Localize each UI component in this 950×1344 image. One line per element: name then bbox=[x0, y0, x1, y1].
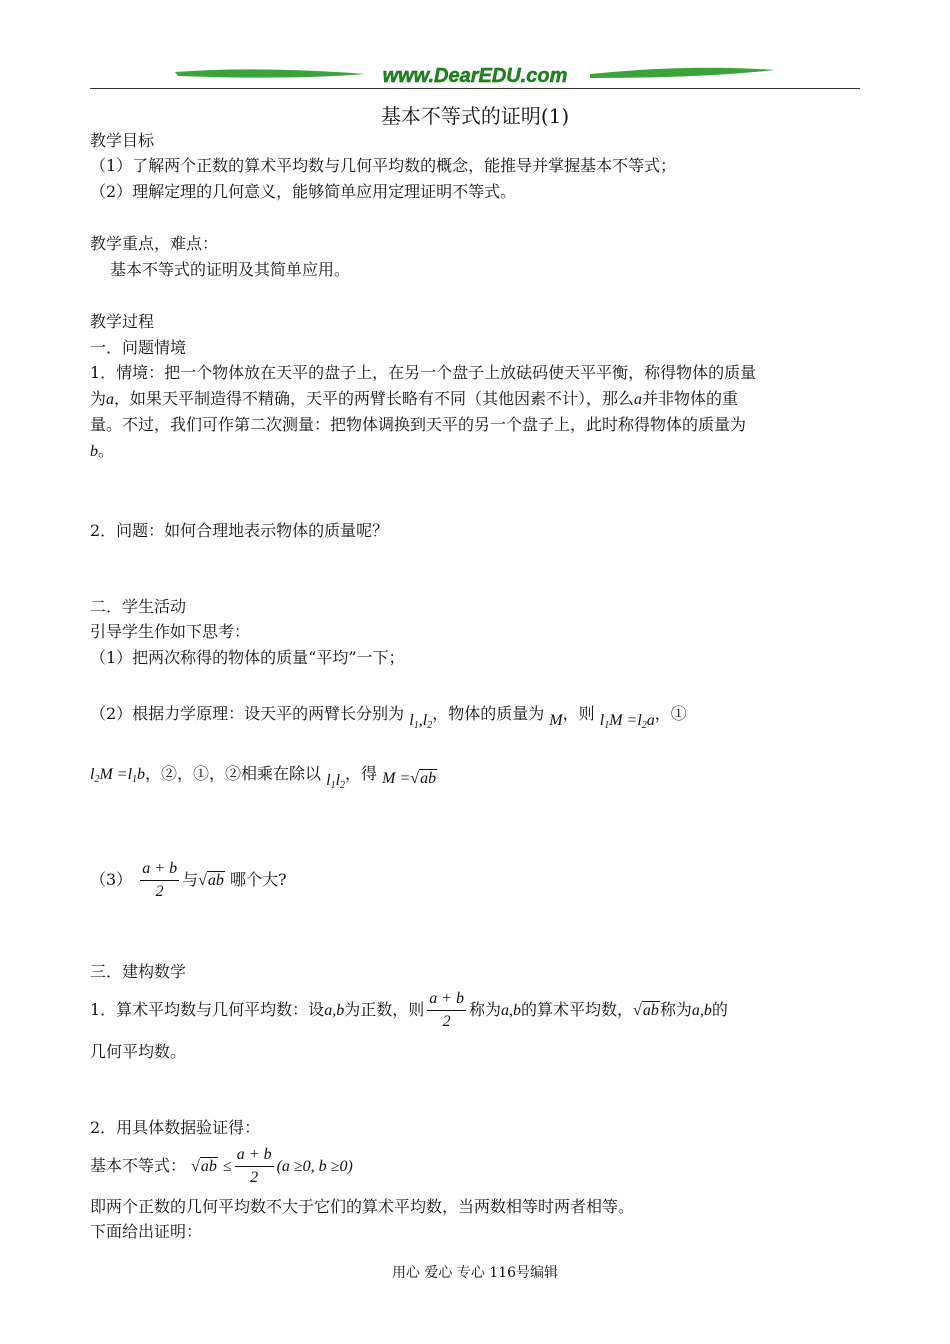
goals-heading: 教学目标 bbox=[90, 131, 155, 150]
activity-q2-cont: $l_2M =l_1b$，②，①，②相乘在除以 $l_1l_2$，得 M =√ab bbox=[90, 764, 437, 791]
section-1-heading: 一．问题情境 bbox=[90, 338, 187, 357]
section-2-heading: 二．学生活动 bbox=[90, 597, 187, 616]
activity-q3: （3） $\frac{a + b}{2}$ 与√ab 哪个大? bbox=[90, 860, 287, 900]
goal-item-1: （1）了解两个正数的算术平均数与几何平均数的概念，能推导并掌握基本不等式； bbox=[90, 156, 677, 175]
header-rule bbox=[90, 88, 860, 89]
page-footer: 用心 爱心 专心 116号编辑 bbox=[391, 1265, 559, 1281]
section-3-heading: 三．建构数学 bbox=[90, 962, 187, 981]
question-paragraph: 2．问题：如何合理地表示物体的质量呢？ bbox=[90, 521, 389, 540]
activity-intro: 引导学生作如下思考： bbox=[90, 622, 251, 641]
basic-inequality: 基本不等式： √ab ≤ $\frac{a + b}{2}$ (a ≥0, b ≥0) bbox=[90, 1146, 353, 1186]
activity-q2: （2）根据力学原理：设天平的两臂长分别为 $l_1,l_2$，物体的质量为 M，则 $l_1M =l_2a$，① bbox=[90, 704, 687, 731]
process-heading: 教学过程 bbox=[90, 312, 155, 331]
header-banner bbox=[170, 60, 780, 96]
proof-intro: 下面给出证明： bbox=[90, 1222, 203, 1241]
goal-item-2: （2）理解定理的几何意义，能够简单应用定理证明不等式。 bbox=[90, 182, 517, 201]
right-swoosh bbox=[590, 68, 775, 78]
definition-line-2: 几何平均数。 bbox=[90, 1042, 187, 1061]
keypoints-heading: 教学重点，难点： bbox=[90, 234, 219, 253]
situation-line-1: 1．情境：把一个物体放在天平的盘子上，在另一个盘子上放砝码使天平平衡，称得物体的质量 bbox=[90, 363, 757, 382]
verify-paragraph: 2．用具体数据验证得： bbox=[90, 1118, 261, 1137]
activity-q1: （1）把两次称得的物体的质量“平均”一下； bbox=[90, 648, 405, 667]
situation-line-4: b。 bbox=[90, 441, 115, 460]
logo-text: www.DearEDU.com bbox=[382, 65, 568, 87]
keypoints-text: 基本不等式的证明及其简单应用。 bbox=[110, 260, 351, 279]
left-swoosh bbox=[175, 69, 365, 77]
situation-line-2: 为a，如果天平制造得不精确，天平的两臂长略有不同（其他因素不计），那么a并非物体的重 bbox=[90, 389, 739, 408]
page-title: 基本不等式的证明(1) bbox=[380, 104, 570, 128]
definition-line-1: 1．算术平均数与几何平均数：设a,b为正数，则 $\frac{a + b}{2}$ 称为a,b的算术平均数，√ab称为a,b的 bbox=[90, 990, 728, 1030]
situation-line-3: 量。不过，我们可作第二次测量：把物体调换到天平的另一个盘子上，此时称得物体的质量为 bbox=[90, 415, 747, 434]
inequality-explanation: 即两个正数的几何平均数不大于它们的算术平均数，当两数相等时两者相等。 bbox=[90, 1197, 635, 1216]
